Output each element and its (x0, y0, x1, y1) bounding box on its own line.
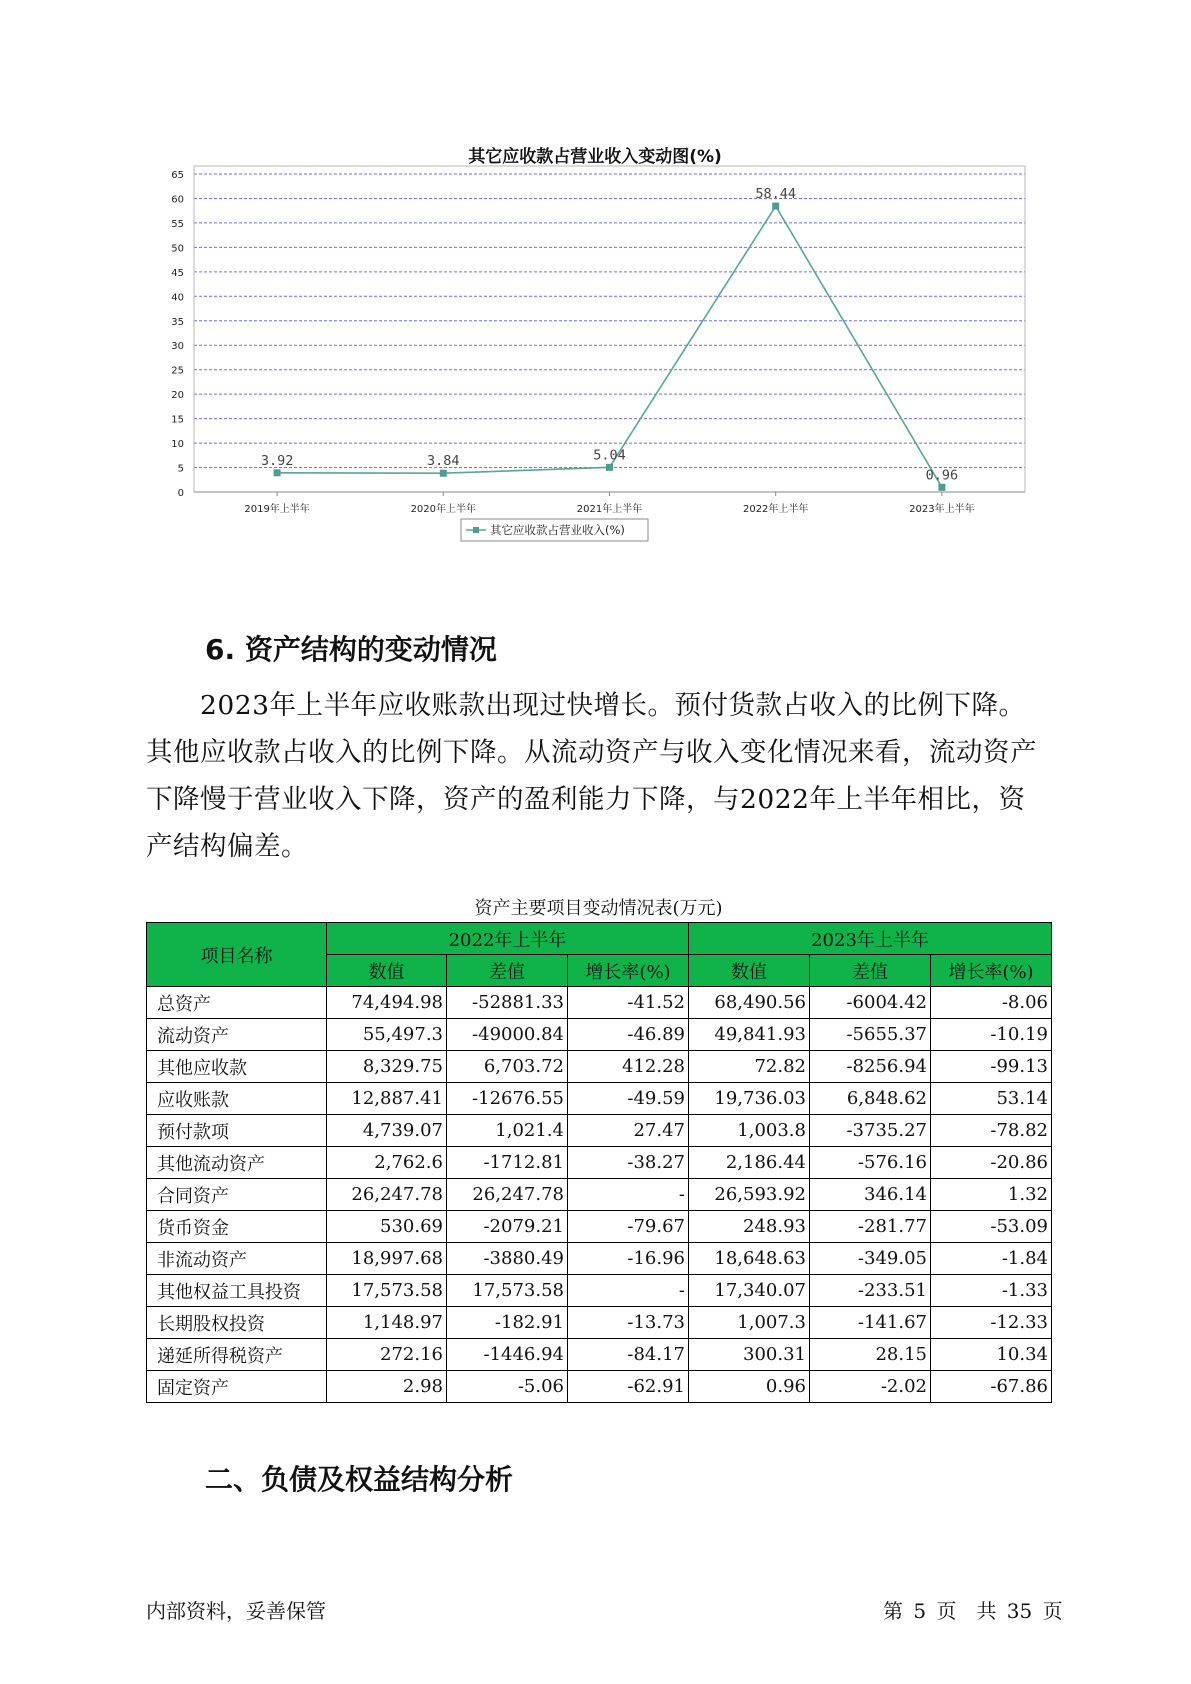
cell-diff-2022: -49000.84 (447, 1019, 568, 1051)
chart-title: 其它应收款占营业收入变动图(%) (468, 147, 722, 167)
cell-growth-2022: -41.52 (568, 987, 689, 1019)
table-caption: 资产主要项目变动情况表(万元) (474, 898, 723, 919)
y-tick-label: 10 (171, 439, 184, 451)
cell-diff-2022: 17,573.58 (447, 1275, 568, 1307)
y-tick-label: 30 (171, 341, 184, 353)
y-tick-label: 0 (177, 488, 184, 499)
data-label: 58.44 (755, 186, 797, 203)
row-label: 递延所得税资产 (147, 1339, 327, 1371)
table-row (147, 1179, 1052, 1211)
y-tick-label: 45 (171, 267, 184, 279)
table-row (147, 1147, 1052, 1179)
table-row (147, 1243, 1052, 1275)
y-tick-label: 5 (177, 463, 184, 475)
cell-growth-2023: 53.14 (931, 1083, 1052, 1115)
cell-diff-2023: -2.02 (810, 1371, 931, 1403)
cell-value-2022: 18,997.68 (327, 1243, 447, 1275)
cell-growth-2023: -99.13 (931, 1051, 1052, 1083)
cell-growth-2023: -10.19 (931, 1019, 1052, 1051)
x-tick-label: 2020年上半年 (410, 504, 477, 515)
cell-growth-2023: -78.82 (931, 1115, 1052, 1147)
table-row (147, 1083, 1052, 1115)
cell-diff-2023: -8256.94 (810, 1051, 931, 1083)
cell-growth-2022: -62.91 (568, 1371, 689, 1403)
cell-value-2022: 2.98 (327, 1371, 447, 1403)
cell-value-2022: 8,329.75 (327, 1051, 447, 1083)
cell-growth-2023: -53.09 (931, 1211, 1052, 1243)
cell-growth-2023: -67.86 (931, 1371, 1052, 1403)
row-label: 应收账款 (147, 1083, 327, 1115)
cell-value-2023: 68,490.56 (689, 987, 810, 1019)
cell-growth-2022: -84.17 (568, 1339, 689, 1371)
cell-value-2023: 17,340.07 (689, 1275, 810, 1307)
y-tick-label: 25 (171, 365, 184, 377)
analysis-paragraph: 2023年上半年应收账款出现过快增长。预付货款占收入的比例下降。其他应收款占收入的比例下降。从流动资产与收入变化情况来看，流动资产下降慢于营业收入下降，资产的盈利能力下降，与2022年上半年相比，资产结构偏差。 (146, 690, 1037, 862)
row-label: 总资产 (147, 987, 327, 1019)
header-item-name: 项目名称 (147, 923, 327, 987)
x-tick-label: 2021年上半年 (576, 504, 643, 515)
cell-diff-2023: 28.15 (810, 1339, 931, 1371)
cell-value-2023: 2,186.44 (689, 1147, 810, 1179)
row-label: 长期股权投资 (147, 1307, 327, 1339)
cell-value-2023: 300.31 (689, 1339, 810, 1371)
table-row (147, 987, 1052, 1019)
y-tick-label: 20 (171, 390, 184, 402)
cell-value-2023: 1,007.3 (689, 1307, 810, 1339)
cell-diff-2022: -2079.21 (447, 1211, 568, 1243)
table-row (147, 1051, 1052, 1083)
cell-growth-2022: -79.67 (568, 1211, 689, 1243)
cell-diff-2022: -5.06 (447, 1371, 568, 1403)
cell-value-2022: 272.16 (327, 1339, 447, 1371)
section-heading-liability-equity: 二、负债及权益结构分析 (205, 1463, 514, 1496)
cell-diff-2022: -182.91 (447, 1307, 568, 1339)
x-tick-label: 2019年上半年 (244, 504, 310, 515)
series-line (277, 206, 942, 487)
y-tick-label: 60 (171, 194, 184, 206)
cell-value-2023: 49,841.93 (689, 1019, 810, 1051)
header-value-2023: 数值 (689, 955, 810, 987)
row-label: 预付款项 (147, 1115, 327, 1147)
cell-diff-2023: -576.16 (810, 1147, 931, 1179)
row-label: 流动资产 (147, 1019, 327, 1051)
table-row (147, 1019, 1052, 1051)
cell-value-2022: 2,762.6 (327, 1147, 447, 1179)
data-point (274, 469, 281, 476)
table-row (147, 1275, 1052, 1307)
cell-diff-2023: -5655.37 (810, 1019, 931, 1051)
y-tick-label: 55 (171, 218, 184, 230)
cell-value-2023: 0.96 (689, 1371, 810, 1403)
data-point (606, 464, 613, 471)
row-label: 合同资产 (147, 1179, 327, 1211)
cell-value-2023: 248.93 (689, 1211, 810, 1243)
cell-growth-2023: -20.86 (931, 1147, 1052, 1179)
cell-growth-2023: 10.34 (931, 1339, 1052, 1371)
table-row (147, 1371, 1052, 1403)
cell-growth-2023: -8.06 (931, 987, 1052, 1019)
cell-value-2022: 530.69 (327, 1211, 447, 1243)
header-diff-2022: 差值 (447, 955, 568, 987)
data-label: 5.04 (593, 447, 626, 464)
cell-value-2023: 26,593.92 (689, 1179, 810, 1211)
section-heading-asset-structure: 6. 资产结构的变动情况 (205, 633, 497, 666)
cell-diff-2022: -1446.94 (447, 1339, 568, 1371)
header-period-2022: 2022年上半年 (327, 923, 689, 955)
cell-value-2022: 26,247.78 (327, 1179, 447, 1211)
header-growth-2023: 增长率(%) (931, 955, 1052, 987)
cell-growth-2022: -16.96 (568, 1243, 689, 1275)
x-tick-label: 2023年上半年 (909, 504, 975, 515)
y-tick-label: 50 (171, 243, 184, 255)
cell-diff-2023: -233.51 (810, 1275, 931, 1307)
cell-growth-2022: - (568, 1275, 689, 1307)
row-label: 其他权益工具投资 (147, 1275, 327, 1307)
cell-growth-2022: -38.27 (568, 1147, 689, 1179)
chart-container (150, 130, 1040, 600)
cell-growth-2022: - (568, 1179, 689, 1211)
cell-diff-2023: -3735.27 (810, 1115, 931, 1147)
cell-diff-2023: 6,848.62 (810, 1083, 931, 1115)
cell-value-2023: 1,003.8 (689, 1115, 810, 1147)
data-point (440, 470, 447, 477)
asset-change-table (146, 922, 1052, 1403)
table-row (147, 1339, 1052, 1371)
data-point (772, 203, 779, 210)
cell-diff-2023: 346.14 (810, 1179, 931, 1211)
cell-value-2022: 55,497.3 (327, 1019, 447, 1051)
table-row (147, 1115, 1052, 1147)
data-point (938, 484, 945, 491)
cell-growth-2022: -46.89 (568, 1019, 689, 1051)
y-tick-label: 35 (171, 316, 184, 328)
data-label: 3.84 (427, 453, 460, 470)
cell-growth-2022: 412.28 (568, 1051, 689, 1083)
header-period-2023: 2023年上半年 (689, 923, 1052, 955)
cell-growth-2022: -13.73 (568, 1307, 689, 1339)
header-growth-2022: 增长率(%) (568, 955, 689, 987)
cell-diff-2023: -281.77 (810, 1211, 931, 1243)
data-label: 0.96 (925, 467, 959, 484)
row-label: 其他流动资产 (147, 1147, 327, 1179)
header-value-2022: 数值 (327, 955, 447, 987)
cell-value-2022: 74,494.98 (327, 987, 447, 1019)
cell-growth-2023: -12.33 (931, 1307, 1052, 1339)
cell-growth-2022: -49.59 (568, 1083, 689, 1115)
cell-diff-2022: 1,021.4 (447, 1115, 568, 1147)
cell-diff-2022: -52881.33 (447, 987, 568, 1019)
x-tick-label: 2022年上半年 (742, 504, 809, 515)
row-label: 其他应收款 (147, 1051, 327, 1083)
row-label: 货币资金 (147, 1211, 327, 1243)
cell-value-2023: 18,648.63 (689, 1243, 810, 1275)
cell-growth-2023: -1.84 (931, 1243, 1052, 1275)
cell-value-2022: 12,887.41 (327, 1083, 447, 1115)
cell-diff-2023: -141.67 (810, 1307, 931, 1339)
table-row (147, 1307, 1052, 1339)
footer-page-number: 第 5 页 共 35 页 (883, 1599, 1063, 1623)
cell-value-2022: 4,739.07 (327, 1115, 447, 1147)
table-row (147, 1211, 1052, 1243)
footer-confidential-note: 内部资料，妥善保管 (146, 1599, 326, 1623)
cell-growth-2022: 27.47 (568, 1115, 689, 1147)
cell-growth-2023: -1.33 (931, 1275, 1052, 1307)
cell-diff-2022: 26,247.78 (447, 1179, 568, 1211)
row-label: 非流动资产 (147, 1243, 327, 1275)
data-label: 3.92 (260, 452, 294, 469)
cell-value-2023: 19,736.03 (689, 1083, 810, 1115)
y-tick-label: 65 (171, 170, 184, 181)
cell-value-2023: 72.82 (689, 1051, 810, 1083)
line-chart (150, 130, 1040, 600)
legend-swatch-marker (473, 527, 479, 533)
cell-diff-2023: -349.05 (810, 1243, 931, 1275)
legend-label: 其它应收款占营业收入(%) (490, 523, 625, 537)
cell-diff-2022: 6,703.72 (447, 1051, 568, 1083)
cell-growth-2023: 1.32 (931, 1179, 1052, 1211)
y-tick-label: 40 (171, 292, 184, 304)
row-label: 固定资产 (147, 1371, 327, 1403)
header-diff-2023: 差值 (810, 955, 931, 987)
y-tick-label: 15 (171, 414, 184, 426)
cell-value-2022: 17,573.58 (327, 1275, 447, 1307)
cell-diff-2022: -12676.55 (447, 1083, 568, 1115)
cell-diff-2022: -3880.49 (447, 1243, 568, 1275)
cell-value-2022: 1,148.97 (327, 1307, 447, 1339)
cell-diff-2022: -1712.81 (447, 1147, 568, 1179)
cell-diff-2023: -6004.42 (810, 987, 931, 1019)
